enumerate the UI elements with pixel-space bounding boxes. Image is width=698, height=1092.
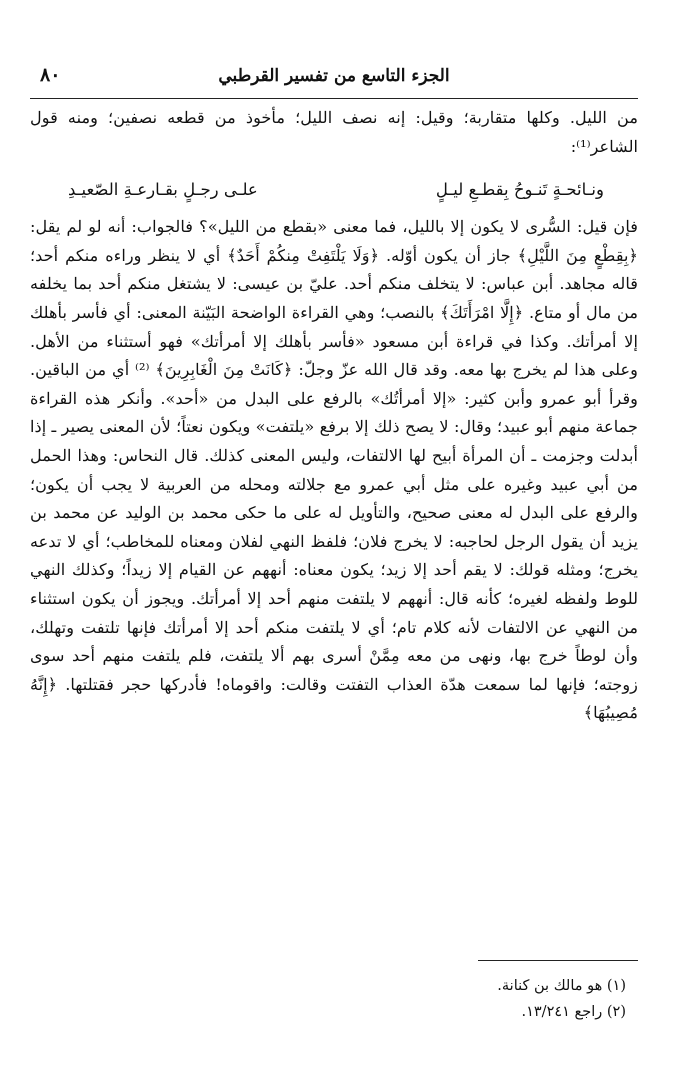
footnote-1: (١) هو مالك بن كنانة.	[497, 978, 626, 994]
footnote-2: (٢) راجع ١٣/٢٤١.	[521, 1004, 626, 1020]
commentary-paragraph: فإن قيل: السُّرى لا يكون إلا بالليل، فما معنى «بقطع من الليل»؟ فالجواب: أنه لو لم يقل: ﴿بِقِطْعٍ مِنَ اللَّيْلِ﴾ جاز أن يكون أوّله. ﴿وَلَا يَلْتَفِتْ مِنكُمْ أَحَدٌ﴾ أي لا ينظر وراءه منكم أحد؛ قاله مجاهد. أبن عباس: لا يتخلف منكم أحد. عليّ بن عيسى: لا يشتغل منكم أحد بما يخلفه من مال أو متاع. ﴿إِلَّا امْرَأَتَكَ﴾ بالنصب؛ وهي القراءة الواضحة البَيّنة المعنى: أي فأسر بأهلك إلا أمرأتك. وكذا في قراءة أبن مسعود «فأسر بأهلك إلا أمرأتك» فهو أستثناء من الأهل. وعلى هذا لم يخرج بها معه. وقد قال الله عزّ وجلّ: ﴿كَانَتْ مِنَ الْغَابِرِينَ﴾ ⁽²⁾ أي من الباقين. وقرأ أبو عمرو وأبن كثير: «إلا أمرأتُك» بالرفع على البدل من «أحد». وأنكر هذه القراءة جماعة منهم أبو عبيد؛ وقال: لا يصح ذلك إلا برفع «يلتفت» ويكون نعتاً؛ لأن المعنى يصير ـ إذا أبدلت وجزمت ـ أن المرأة أبيح لها الالتفات، وليس المعنى كذلك. قال النحاس: وهذا الحمل من أبي عبيد وغيره على مثل أبي عمرو مع جلالته ومحله من العربية لا يجب أن يكون؛ والرفع على البدل له معنى صحيح، والتأويل له على ما حكى محمد بن الوليد عن محمد بن يزيد أن يقول الرجل لحاجبه: لا يخرج فلان؛ فلفظ النهي لفلان ومعناه للمخاطب؛ أي لا تدعه يخرج؛ ومثله قولك: لا يقم أحد إلا زيد؛ يكون معناه: أنههم عن القيام إلا زيداً؛ وكذلك النهي للوط ولفظه لغيره؛ كأنه قال: أنههم لا يلتفت منهم أحد إلا أمرأتك. ويجوز أن يكون استثناء من النهي عن الالتفات لأنه كلام تام؛ أي لا يلتفت منكم أحد إلا أمرأتك فإنها تلتفت وتهلك، وأن لوطاً خرج بها، ونهى من معه مِمَّنْ أسرى بهم ألا يلتفت، فلم يلتفت منهم أحد سوى زوجته؛ فإنها لما سمعت هدّة العذاب التفتت وقالت: واقوماه! فأدركها حجر فقتلتها. ﴿إِنَّهُ مُصِيبُهَا﴾	[30, 217, 638, 723]
footnotes	[30, 960, 638, 1025]
footnote-separator-wrap	[30, 960, 638, 973]
verse-first-hemistich: ونـائحـةٍ تَنـوحُ بِقطـعِ ليـلٍ	[435, 180, 604, 200]
opening-paragraph: من الليل. وكلها متقاربة؛ وقيل: إنه نصف الليل؛ مأخوذ من قطعه نصفين؛ ومنه قول الشاعر⁽¹⁾:	[30, 108, 638, 156]
page-header	[30, 58, 638, 99]
page-number: ٨٠	[40, 64, 61, 86]
verse-second-hemistich: علـى رجـلٍ بقـارعـةِ الصّعيـدِ	[68, 180, 258, 200]
running-title: الجزء التاسع من تفسير القرطبي	[218, 66, 450, 86]
poetry-verse	[30, 161, 638, 213]
footnote-separator	[478, 960, 638, 961]
main-text	[30, 104, 638, 728]
